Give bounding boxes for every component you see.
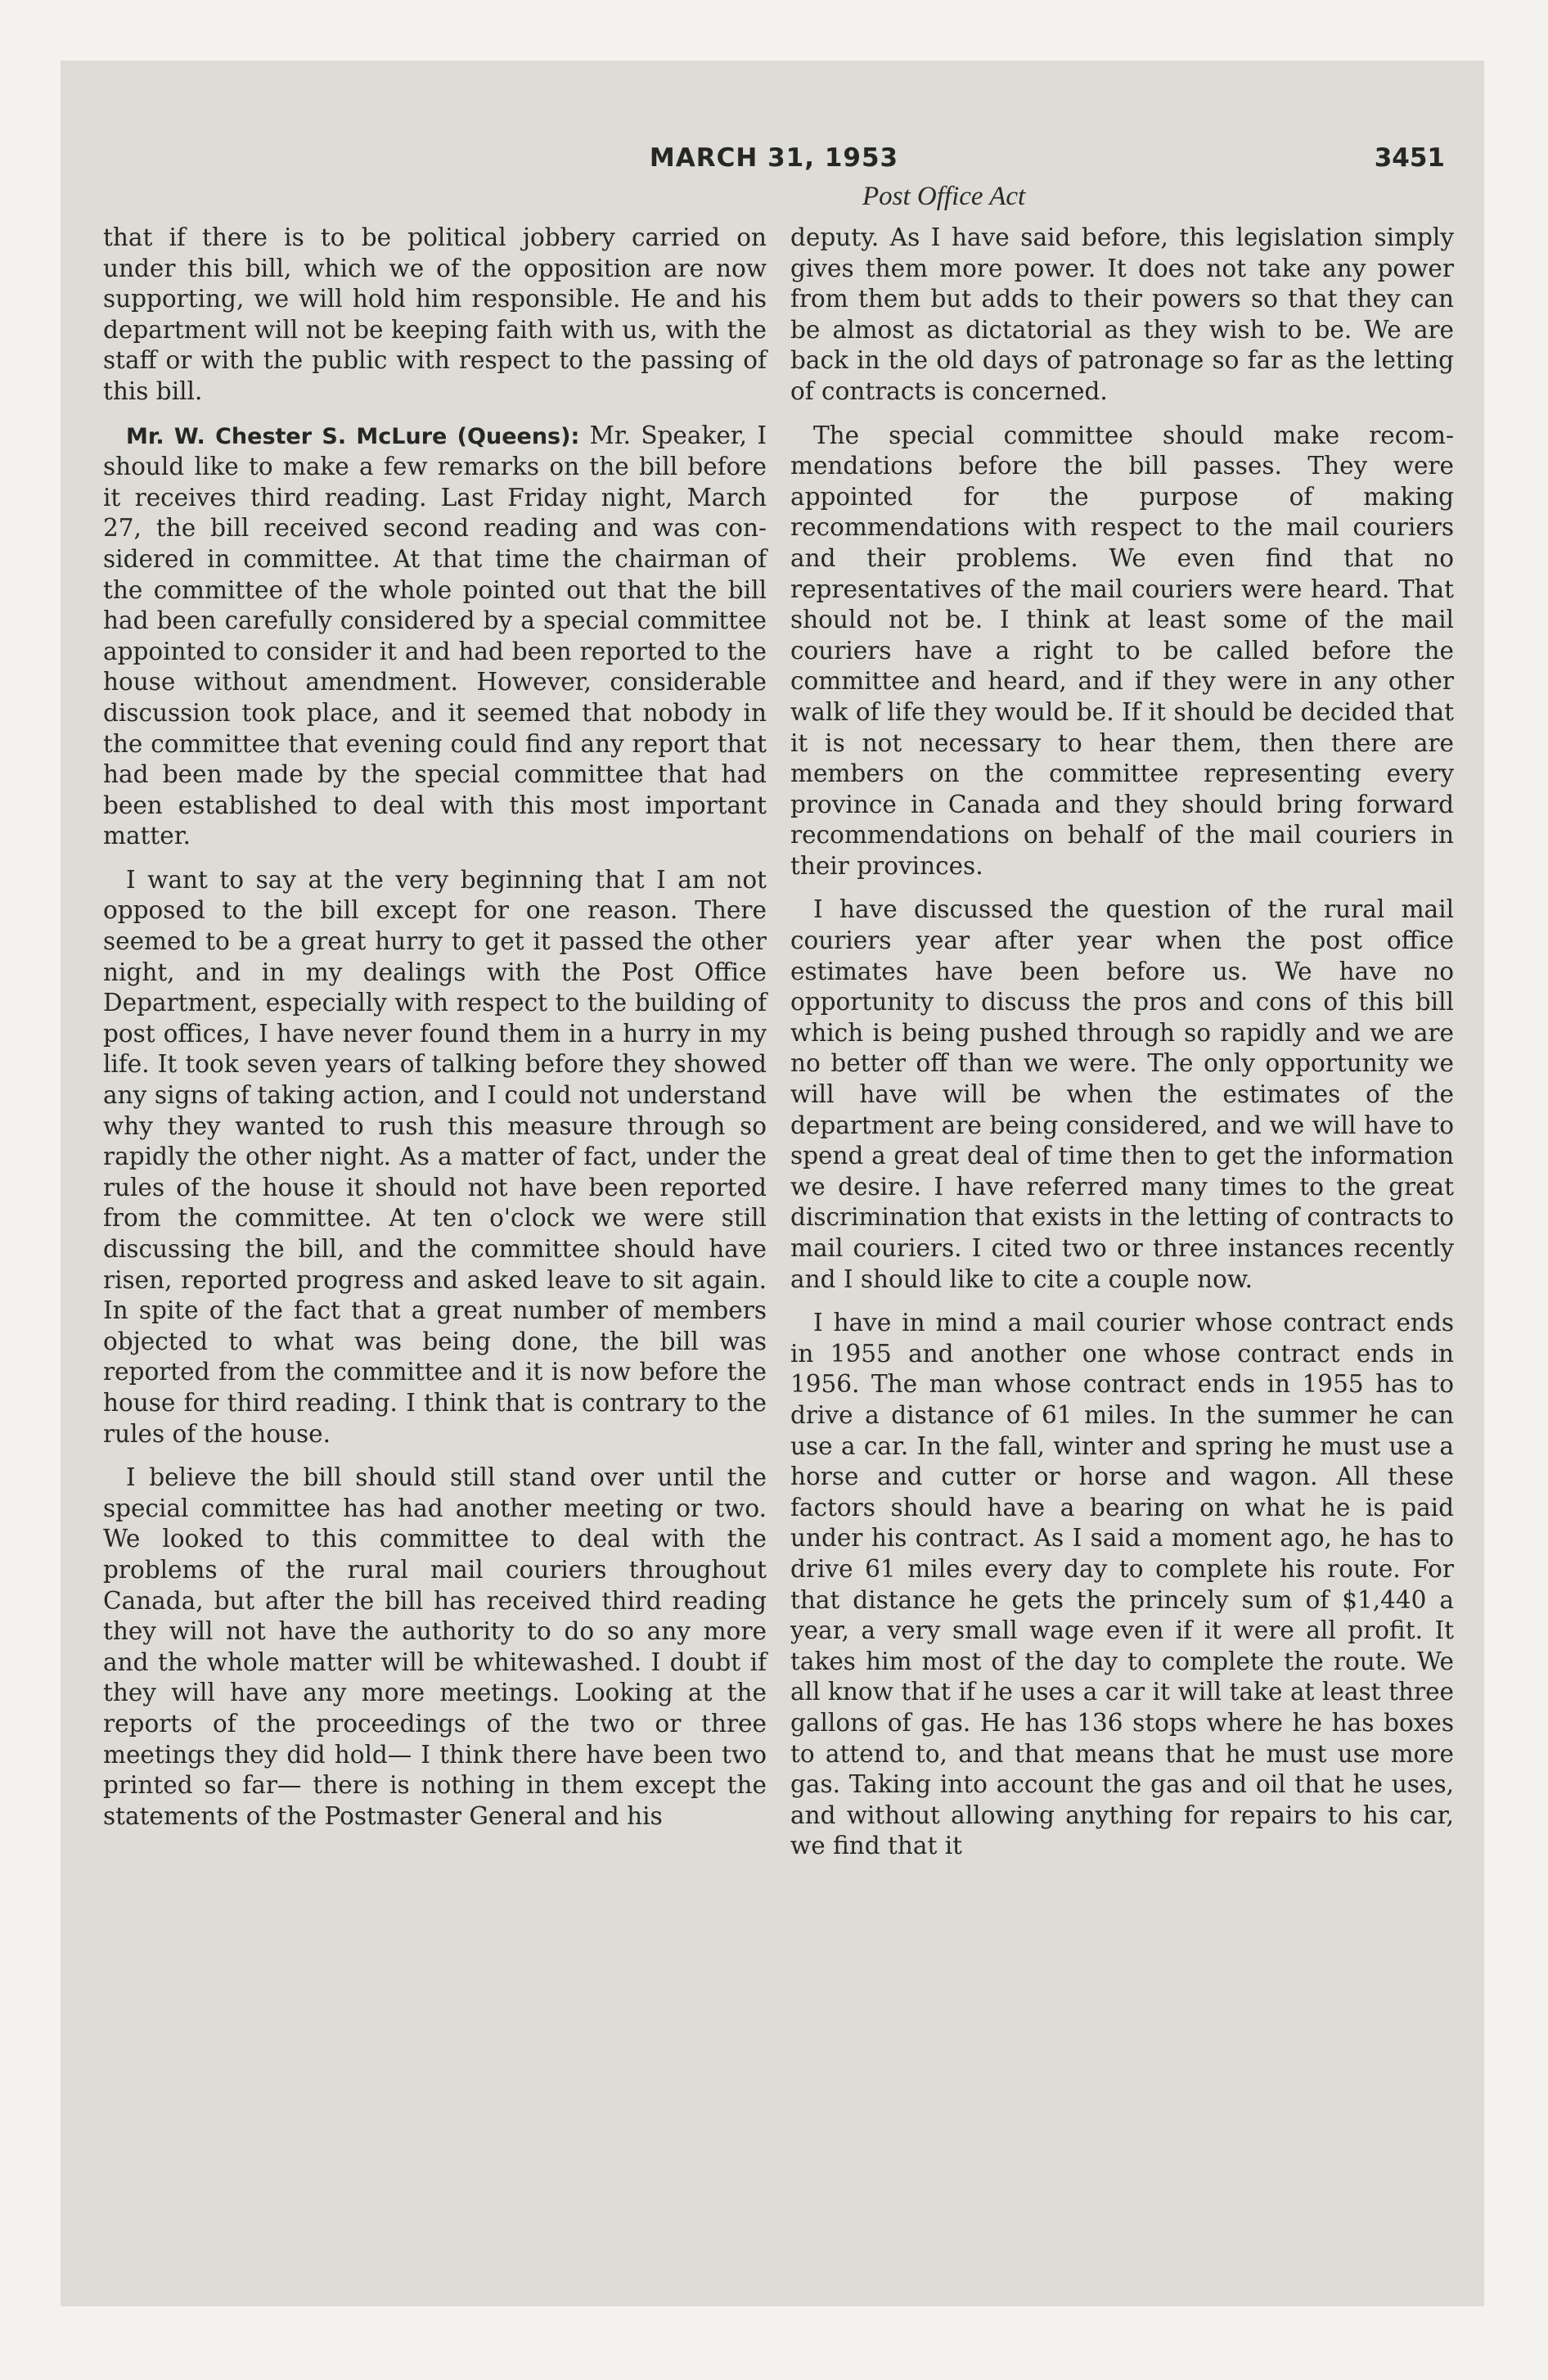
paragraph: The special committee should make recommendations before the bill passes. They were appointed for the purpose of making recommendations with respect to the mail couriers and their problems. We even find that no representatives of the mail couriers were heard. That should not be. I think at least some of the mail couriers have a right to be called before the committee and heard, and if they were in any other walk of life they would be. If it should be decided that it is not necessary to hear them, then there are members on the committee representing every province in Canada and they should bring forward recommendations on behalf of the mail couriers in their provinces. [790, 421, 1454, 880]
paragraph: I believe the bill should still stand over until the special committee has had another meeting or two. We looked to this committee to deal with the problems of the rural mail couriers throughout Canada, but after the bill has received third reading they will not have the authority to do so any more and the whole matter will be whitewashed. I doubt if they will have any more meetings. Looking at the reports of the proceedings of the two or three meetings they did hold— I think there have been two printed so far— there is nothing in them except the statements of the Postmaster General and his [103, 1463, 767, 1830]
speaker-name: Mr. W. Chester S. McLure (Queens): [126, 423, 580, 449]
paragraph: I have in mind a mail courier whose contract ends in 1955 and another one whose contract ends in 1956. The man whose contract ends in 1955 has to drive a distance of 61 miles. In the summer he can use a car. In the fall, winter and spring he must use a horse and cutter or horse and wagon. All these factors should have a bearing on what he is paid under his contract. As I said a moment ago, he has to drive 61 miles every day to complete his route. For that distance he gets the princely sum of $1,440 a year, a very small wage even if it were all profit. It takes him most of the day to complete the route. We all know that if he uses a car it will take at least three gallons of gas. He has 136 stops where he has boxes to attend to, and that means that he must use more gas. Taking into account the gas and oil that he uses, and without allowing anything for repairs to his car, we find that it [790, 1309, 1454, 1860]
paragraph: I have discussed the question of the rural mail couriers year after year when the post office estimates have been before us. We have no opportunity to discuss the pros and cons of this bill which is being pushed through so rapidly and we are no better off than we were. The only opportunity we will have will be when the estimates of the department are being considered, and we will have to spend a great deal of time then to get the information we desire. I have referred many times to the great discrimination that exists in the letting of contracts to mail couriers. I cited two or three instances recently and I should like to cite a couple now. [790, 895, 1454, 1293]
speech-text: Mr. Speaker, I should like to make a few remarks on the bill before it receives third reading. Last Friday night, March 27, the bill received second reading and was considered in committee. At that time the chairman of the committee of the whole pointed out that the bill had been carefully considered by a special committee appointed to consider it and had been reported to the house without amendment. However, considerable discussion took place, and it seemed that nobody in the committee that evening could find any report that had been made by the special committee that had been established to deal with this most important matter. [103, 421, 767, 850]
paragraph: I want to say at the very beginning that I am not opposed to the bill except for one reason. There seemed to be a great hurry to get it passed the other night, and in my dealings with the Post Office Department, especially with respect to the building of post offices, I have never found them in a hurry in my life. It took seven years of talking before they showed any signs of taking action, and I could not understand why they wanted to rush this measure through so rapidly the other night. As a matter of fact, under the rules of the house it should not have been reported from the committee. At ten o'clock we were still discussing the bill, and the committee should have risen, reported progress and asked leave to sit again. In spite of the fact that a great number of members objected to what was being done, the bill was reported from the committee and it is now before the house for third reading. I think that is contrary to the rules of the house. [103, 865, 767, 1448]
speech-paragraph [103, 421, 767, 852]
running-title: Post Office Act [862, 182, 1026, 211]
page-date: MARCH 31, 1953 [649, 143, 899, 173]
right-column [790, 223, 1454, 1875]
page-number: 3451 [1374, 143, 1445, 173]
paragraph: deputy. As I have said before, this legislation simply gives them more power. It does not take any power from them but adds to their powers so that they can be almost as dictatorial as they wish to be. We are back in the old days of patronage so far as the letting of contracts is concerned. [790, 223, 1454, 405]
paragraph: that if there is to be political jobbery carried on under this bill, which we of the opposition are now supporting, we will hold him responsible. He and his department will not be keeping faith with us, with the staff or with the public with respect to the passing of this bill. [103, 223, 767, 405]
left-column [103, 223, 767, 1845]
page-header [103, 143, 1445, 192]
